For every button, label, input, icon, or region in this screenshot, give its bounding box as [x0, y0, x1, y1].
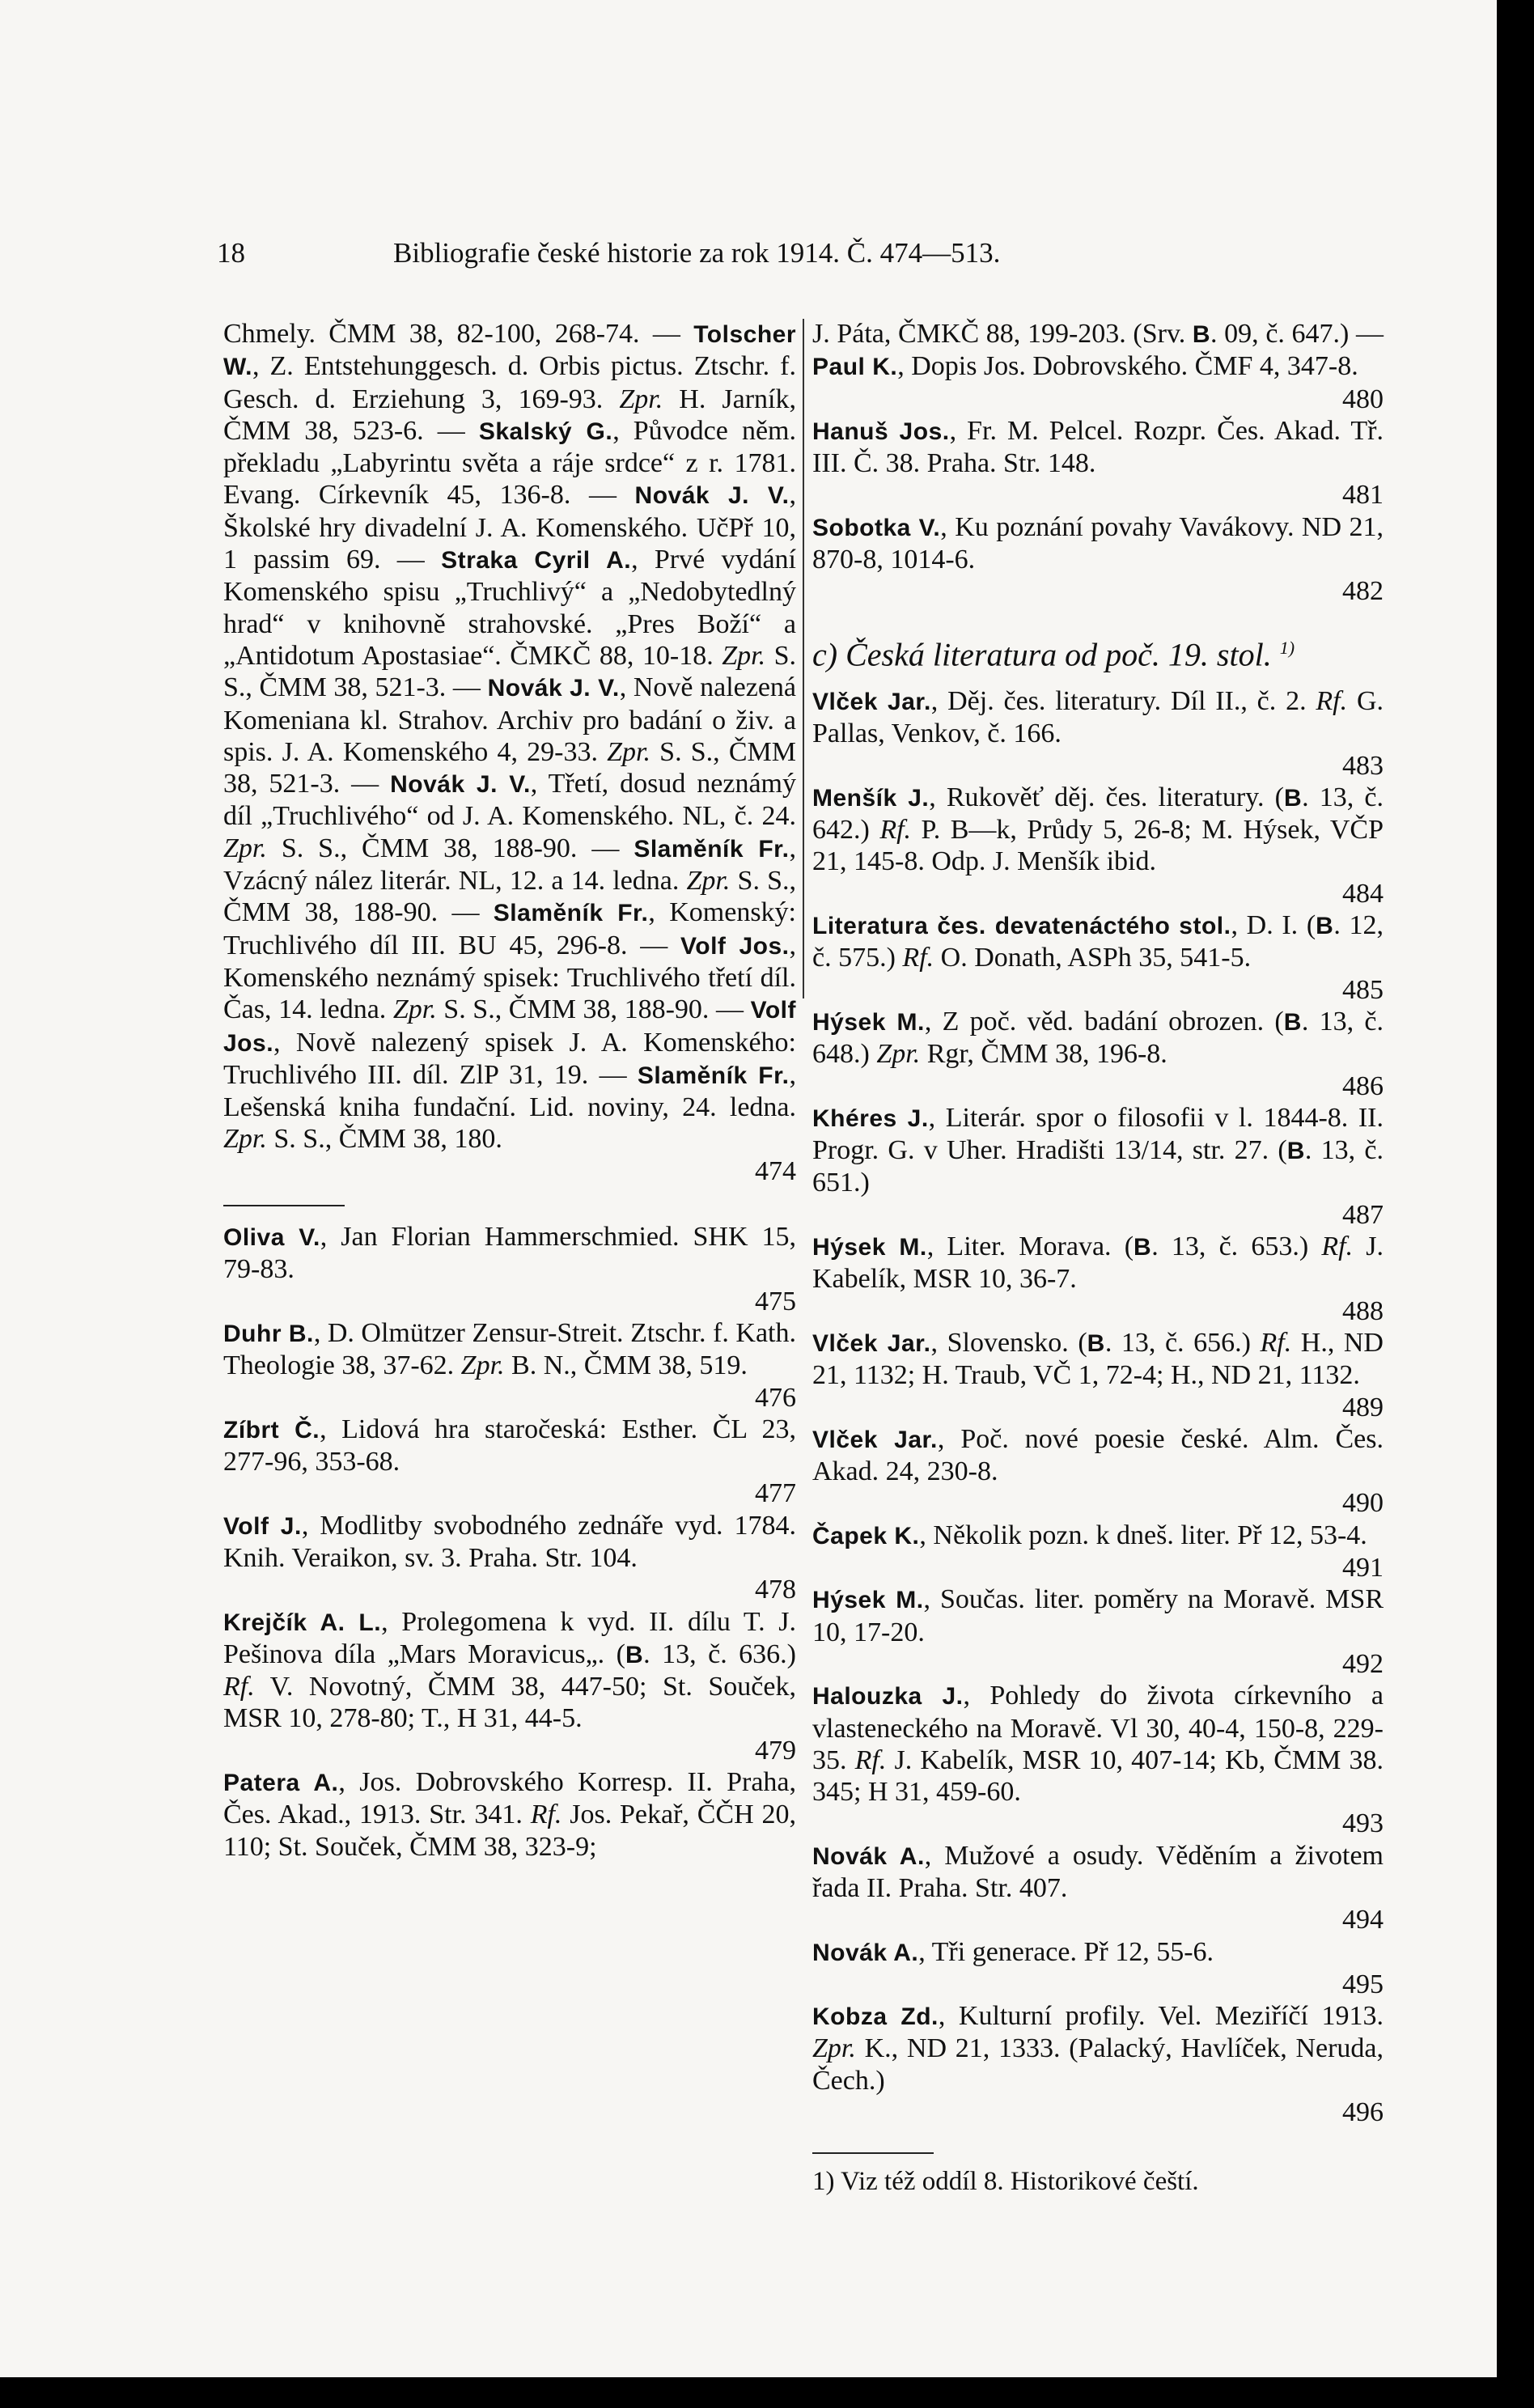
abbrev-italic: Zpr.: [223, 833, 267, 863]
abbrev-italic: Zpr.: [607, 736, 650, 767]
author-name: B: [1316, 913, 1334, 940]
abbrev-italic: Zpr.: [876, 1039, 921, 1070]
entry-text: , Prolegomena k vyd. II. dílu T. J. Pešinova díla „Mars Moravicus„. (: [223, 1606, 797, 1669]
running-title: Bibliografie české historie za rok 1914. Č. 474—513.: [393, 237, 1001, 269]
entry-text: , Rukověť děj. čes. literatury. (: [929, 782, 1284, 812]
entry-text: , Školské hry divadelní J. A. Komenského. UčPř 10, 1 passim 69. —: [223, 480, 796, 575]
bibliography-entry: [812, 1520, 1384, 1552]
entry-number: 480: [1342, 384, 1384, 414]
entry-text: , Liter. Morava. (: [926, 1232, 1134, 1262]
author-name: Volf Jos.: [680, 932, 790, 960]
author-name: Halouzka J.: [812, 1683, 964, 1711]
entry-number: 489: [1342, 1392, 1384, 1422]
author-name: Duhr B.: [223, 1320, 314, 1347]
author-name: Slaměník Fr.: [634, 835, 790, 863]
author-name: Skalský G.: [478, 418, 613, 445]
entry-number: 494: [1342, 1905, 1384, 1935]
entry-text: H., ND 21, 1132; H. Traub, VČ 1, 72-4; H., ND 21, 1132.: [812, 1327, 1384, 1391]
bibliography-entry: [812, 909, 1384, 974]
page-header: [217, 233, 1269, 273]
bibliography-entry: [812, 1102, 1384, 1199]
entry-number: 492: [1342, 1648, 1384, 1679]
entry-text: J. Páta, ČMKČ 88, 199-203. (Srv.: [812, 319, 1193, 349]
entry-text: , Vzácný nález literár. NL, 12. a 14. ledna.: [223, 833, 797, 897]
abbrev-italic: Rf.: [854, 1745, 887, 1775]
author-name: B: [1087, 1329, 1105, 1357]
bibliography-entry: [223, 1510, 796, 1575]
entry-number: 484: [1342, 878, 1384, 909]
right-entries-top: [812, 318, 1384, 608]
entry-text: B. N., ČMM 38, 519.: [504, 1350, 748, 1381]
abbrev-italic: Zpr.: [460, 1350, 505, 1381]
entry-number: 491: [1342, 1553, 1384, 1583]
entry-text: . 13, č. 642.): [812, 782, 1384, 846]
entry-text: Chmely. ČMM 38, 82-100, 268-74. —: [223, 319, 694, 349]
bibliography-entry: [812, 1680, 1384, 1808]
abbrev-italic: Zpr.: [686, 866, 731, 897]
entry-text: , Původce něm. překladu „Labyrintu světa a ráje srdce“ z r. 1781. Evang. Církevník 45, 136-8. —: [223, 415, 796, 511]
abbrev-italic: Zpr.: [619, 384, 663, 414]
entry-text: , Kulturní profily. Vel. Meziříčí 1913.: [938, 2001, 1384, 2032]
entry-text: H. Jarník, ČMM 38, 523-6. —: [223, 384, 796, 446]
entry-text: , Několik pozn. k dneš. liter. Př 12, 53-4.: [919, 1520, 1367, 1550]
author-name: Paul K.: [812, 354, 898, 381]
entry-text: , Jos. Dobrovského Korresp. II. Praha, Čes. Akad., 1913. Str. 341.: [223, 1767, 796, 1830]
entry-text: . 13, č. 656.): [1104, 1327, 1261, 1358]
bibliography-entry: [223, 1317, 796, 1382]
entry-number: 496: [1342, 2097, 1384, 2128]
entry-text: , Z. Entstehunggesch. d. Orbis pictus. Ztschr. f. Gesch. d. Erziehung 3, 169-93.: [223, 351, 796, 414]
entry-text: , Děj. čes. literatury. Díl II., č. 2.: [930, 686, 1316, 716]
entry-number: 476: [755, 1382, 796, 1413]
author-name: Straka Cyril A.: [441, 547, 632, 574]
entry-text: O. Donath, ASPh 35, 541-5.: [934, 943, 1252, 973]
page-number: 18: [217, 237, 245, 269]
entry-text: Rgr, ČMM 38, 196-8.: [920, 1039, 1167, 1070]
author-name: Literatura čes. devatenáctého stol.: [812, 913, 1231, 940]
bibliography-entry: [812, 1006, 1384, 1070]
entry-text: , Jan Florian Hammerschmied. SHK 15, 79-83.: [223, 1222, 796, 1285]
entry-number: 487: [1342, 1199, 1384, 1230]
entry-text: , D. Olmützer Zensur-Streit. Ztschr. f. Kath. Theologie 38, 37-62.: [223, 1317, 796, 1381]
entry-474: [223, 318, 796, 1155]
entry-text: K., ND 21, 1333. (Palacký, Havlíček, Neruda, Čech.): [812, 2033, 1384, 2096]
entry-text: , Slovensko. (: [930, 1327, 1087, 1358]
entry-text: P. B—k, Průdy 5, 26-8; M. Hýsek, VČP 21, 145-8. Odp. J. Menšík ibid.: [812, 815, 1384, 877]
author-name: Volf J.: [223, 1512, 302, 1540]
bibliography-entry: [812, 1583, 1384, 1648]
entry-text: , Nově nalezený spisek J. A. Komenského: Truchlivého III. díl. ZlP 31, 19. —: [223, 1027, 796, 1090]
author-name: Patera A.: [223, 1770, 339, 1797]
author-name: Novák A.: [812, 1939, 919, 1966]
footnote: 1) Viz též oddíl 8. Historikové čeští.: [812, 2167, 1199, 2197]
entry-number: 483: [1342, 750, 1384, 781]
entry-text: . 09, č. 647.) —: [1210, 319, 1384, 349]
bibliography-entry: [812, 2000, 1384, 2096]
entry-text: , D. I. (: [1231, 910, 1316, 941]
entry-text: . 13, č. 651.): [812, 1135, 1384, 1198]
entry-number: 475: [755, 1286, 796, 1316]
author-name: Menšík J.: [812, 784, 930, 812]
abbrev-italic: Rf.: [902, 943, 934, 973]
author-name: Novák J. V.: [390, 771, 531, 799]
author-name: B: [1192, 321, 1211, 348]
separator-rule: [223, 1205, 345, 1206]
bibliography-entry: [812, 415, 1384, 480]
author-name: B: [1283, 784, 1303, 812]
entry-text: . 13, č. 648.): [812, 1006, 1384, 1070]
abbrev-italic: Rf.: [530, 1800, 562, 1830]
right-column: [812, 318, 1384, 2198]
entry-text: , Ku poznání povahy Vavákovy. ND 21, 870-8, 1014-6.: [812, 511, 1384, 575]
author-name: Khéres J.: [812, 1104, 929, 1132]
author-name: B: [1134, 1234, 1152, 1261]
bibliography-entry: [223, 1766, 796, 1863]
entry-text: J. Kabelík, MSR 10, 407-14; Kb, ČMM 38. 345; H 31, 459-60.: [812, 1745, 1384, 1808]
author-name: Zíbrt Č.: [223, 1416, 320, 1444]
footnote-rule: [812, 2152, 934, 2154]
author-name: Slaměník Fr.: [493, 900, 649, 927]
section-heading: [812, 625, 1384, 677]
bibliography-entry: [223, 1221, 796, 1286]
entry-text: , Nově nalezená Komeniana kl. Strahov. Archiv pro badání o živ. a spis. J. A. Komenského 4, 29-33.: [223, 672, 797, 767]
author-name: Čapek K.: [812, 1522, 920, 1550]
bibliography-entry: [812, 1840, 1384, 1905]
entry-text: , Třetí, dosud neznámý díl „Truchlivého“ od J. A. Komenského. NL, č. 24.: [223, 769, 796, 832]
entry-number: 482: [1342, 576, 1384, 607]
bibliography-entry: [223, 1606, 796, 1735]
entry-number: 479: [755, 1735, 796, 1766]
entry-text: G. Pallas, Venkov, č. 166.: [812, 686, 1384, 749]
bibliography-entry: [812, 685, 1384, 750]
entry-number: 490: [1342, 1488, 1384, 1519]
author-name: Vlček Jar.: [812, 689, 931, 715]
author-name: Vlček Jar.: [812, 1426, 938, 1453]
entry-text: S. S., ČMM 38, 188-90. —: [223, 866, 796, 928]
entry-text: , Modlitby svobodného zednáře vyd. 1784. Knih. Veraikon, sv. 3. Praha. Str. 104.: [223, 1510, 796, 1573]
entry-text: Jos. Pekař, ČČH 20, 110; St. Souček, ČMM 38, 323-9;: [223, 1800, 796, 1862]
abbrev-italic: Zpr.: [812, 2033, 856, 2064]
entry-text: , Tři generace. Př 12, 55-6.: [918, 1936, 1214, 1967]
entry-number: 495: [1342, 1969, 1384, 1999]
footnote-marker: 1): [1279, 637, 1295, 658]
abbrev-italic: Zpr.: [722, 640, 766, 671]
entry-number: 477: [755, 1478, 796, 1509]
abbrev-italic: Rf.: [879, 815, 912, 846]
author-name: B: [1286, 1138, 1305, 1165]
entry-text: . 12, č. 575.): [812, 910, 1384, 973]
entry-text: S. S., ČMM 38, 188-90. —: [266, 833, 634, 863]
bibliography-entry: [812, 1936, 1384, 1969]
right-entries: [812, 685, 1384, 2128]
author-name: Volf Jos.: [223, 997, 796, 1057]
bibliography-entry: [812, 511, 1384, 576]
entry-text: , Poč. nové poesie české. Alm. Čes. Akad. 24, 230-8.: [812, 1423, 1384, 1487]
bibliography-entry: [812, 1327, 1384, 1392]
entry-number: 478: [755, 1575, 796, 1605]
abbrev-italic: Zpr.: [223, 1124, 267, 1155]
section-heading-text: c) Česká literatura od poč. 19. stol.: [812, 636, 1272, 672]
entry-text: . 13, č. 636.): [643, 1639, 796, 1669]
entry-number: 485: [1342, 974, 1384, 1005]
author-name: Slaměník Fr.: [637, 1062, 790, 1089]
bibliography-entry: [812, 318, 1384, 384]
author-name: Hýsek M.: [812, 1008, 925, 1036]
author-name: Novák A.: [812, 1842, 925, 1870]
bibliography-entry: [812, 1231, 1384, 1295]
entry-number: 488: [1342, 1295, 1384, 1326]
entry-text: , Prvé vydání Komenského spisu „Truchlivý“ a „Nedobytedlný hrad“ v knihovně strahovské. „Pres Boží“ a „Antidotum Apostasiae“. ČMKČ 88, 10-18.: [223, 545, 797, 671]
abbrev-italic: Rf.: [1321, 1232, 1354, 1262]
entry-text: . 13, č. 653.): [1151, 1232, 1322, 1262]
abbrev-italic: Rf.: [223, 1672, 255, 1702]
left-column: [223, 318, 796, 1863]
author-name: Kobza Zd.: [812, 2003, 939, 2031]
entry-text: , Z poč. věd. badání obrozen. (: [924, 1006, 1284, 1037]
author-name: Sobotka V.: [812, 514, 941, 541]
author-name: Hanuš Jos.: [812, 418, 950, 445]
author-name: Hýsek M.: [812, 1587, 924, 1614]
author-name: Tolscher W.: [223, 321, 796, 381]
entry-text: V. Novotný, ČMM 38, 447-50; St. Souček, MSR 10, 278-80; T., H 31, 44-5.: [223, 1672, 796, 1734]
entry-text: , Komenského neznámý spisek: Truchlivého třetí díl. Čas, 14. ledna.: [223, 930, 796, 1025]
author-name: Krejčík A. L.: [223, 1609, 382, 1636]
entry-text: S. S., ČMM 38, 188-90. —: [436, 994, 751, 1025]
author-name: Novák J. V.: [487, 675, 620, 702]
bibliography-entry: [812, 782, 1384, 878]
entry-text: , Pohledy do života církevního a vlasteneckého na Moravě. Vl 30, 40-4, 150-8, 229-35.: [812, 1681, 1384, 1775]
entry-text: , Dopis Jos. Dobrovského. ČMF 4, 347-8.: [897, 351, 1358, 382]
entry-text: , Literár. spor o filosofii v l. 1844-8. II. Progr. G. v Uher. Hradišti 13/14, str. 27. (: [812, 1102, 1384, 1166]
entry-text: S. S., ČMM 38, 521-3. —: [223, 736, 796, 799]
abbrev-italic: Rf.: [1316, 686, 1348, 716]
author-name: B: [1283, 1008, 1302, 1036]
entry-number: 486: [1342, 1070, 1384, 1101]
left-entries: [223, 1221, 796, 1863]
entry-text: , Fr. M. Pelcel. Rozpr. Čes. Akad. Tř. III. Č. 38. Praha. Str. 148.: [812, 415, 1384, 479]
entry-text: S. S., ČMM 38, 521-3. —: [223, 640, 796, 703]
entry-text: , Lešenská kniha fundační. Lid. noviny, 24. ledna.: [223, 1059, 796, 1123]
author-name: Oliva V.: [223, 1224, 320, 1252]
entry-number: 474: [755, 1155, 796, 1186]
entry-text: S. S., ČMM 38, 180.: [266, 1124, 502, 1155]
bibliography-entry: [812, 1423, 1384, 1488]
abbrev-italic: Rf.: [1260, 1327, 1292, 1358]
entry-number: 493: [1342, 1808, 1384, 1839]
bibliography-entry: [223, 1414, 796, 1478]
author-name: Vlček Jar.: [812, 1329, 931, 1357]
author-name: Hýsek M.: [812, 1234, 927, 1261]
entry-text: , Mužové a osudy. Věděním a životem řada II. Praha. Str. 407.: [812, 1840, 1384, 1903]
entry-text: J. Kabelík, MSR 10, 36-7.: [812, 1232, 1384, 1295]
entry-number: 481: [1342, 480, 1384, 511]
author-name: Novák J. V.: [634, 482, 790, 510]
entry-text: , Lidová hra staročeská: Esther. ČL 23, 277-96, 353-68.: [223, 1414, 796, 1477]
author-name: B: [625, 1641, 644, 1668]
entry-text: , Komenský: Truchlivého díl III. BU 45, 296-8. —: [223, 897, 796, 960]
entry-text: , Součas. liter. poměry na Moravě. MSR 10, 17-20.: [812, 1584, 1384, 1647]
column-divider: [803, 319, 804, 998]
abbrev-italic: Zpr.: [392, 994, 437, 1025]
